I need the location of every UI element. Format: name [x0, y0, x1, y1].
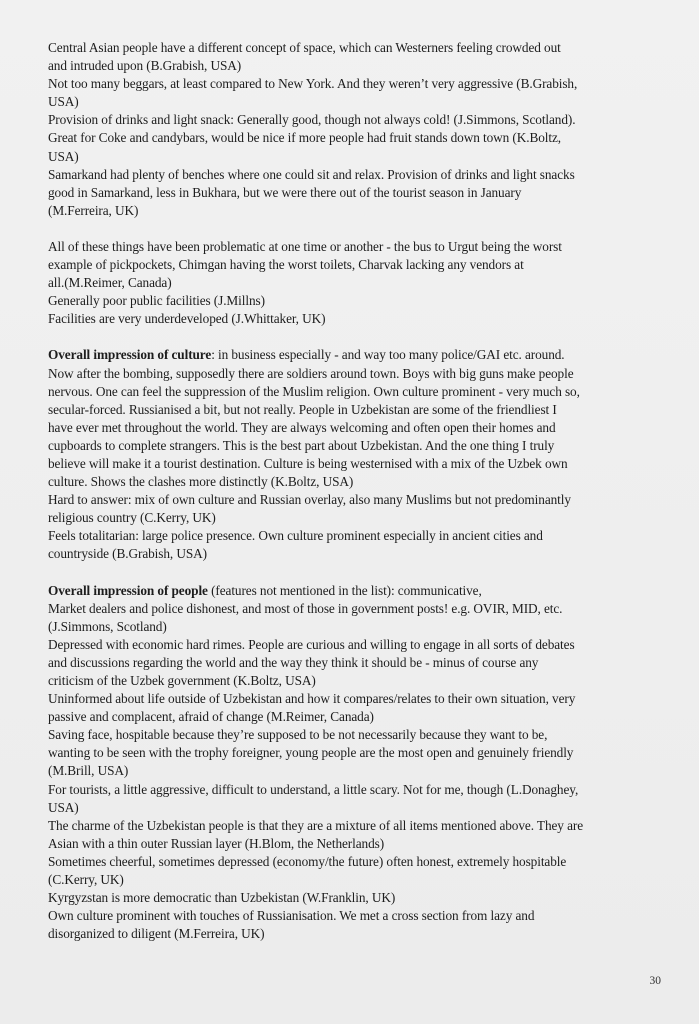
text-line: Now after the bombing, supposedly there are soldiers around town. Boys with big guns make people — [48, 365, 574, 381]
section-heading: Overall impression of people — [48, 582, 208, 598]
page-body-text — [48, 39, 666, 943]
text-line: good in Samarkand, less in Bukhara, but we were there out of the tourist season in January — [48, 184, 522, 200]
section-heading-continuation: : in business especially - and way too many police/GAI etc. around. — [211, 347, 565, 363]
text-line: Generally poor public facilities (J.Millns) — [48, 293, 265, 309]
text-line: Own culture prominent with touches of Russianisation. We met a cross section from lazy and — [48, 908, 535, 924]
text-line: and discussions regarding the world and the way they think it should be - minus of course any — [48, 654, 539, 670]
text-line: nervous. One can feel the suppression of the Muslim religion. Own culture prominent - very much so, — [48, 383, 580, 399]
page-number: 30 — [649, 975, 661, 987]
text-line: Depressed with economic hard rimes. People are curious and willing to engage in all sorts of debates — [48, 636, 575, 652]
text-line: Saving face, hospitable because they’re supposed to be not necessarily because they want to be, — [48, 727, 548, 743]
text-line: religious country (C.Kerry, UK) — [48, 510, 216, 526]
paragraph-spacer — [48, 220, 666, 238]
text-line: Uninformed about life outside of Uzbekistan and how it compares/relates to their own situation, very — [48, 691, 576, 707]
text-line: passive and complacent, afraid of change (M.Reimer, Canada) — [48, 709, 374, 725]
text-line: culture. Shows the clashes more distinctly (K.Boltz, USA) — [48, 474, 354, 490]
text-line — [48, 582, 666, 600]
text-line: Facilities are very underdeveloped (J.Whittaker, UK) — [48, 311, 326, 327]
text-line: Feels totalitarian: large police presence. Own culture prominent especially in ancient cities and — [48, 528, 543, 544]
text-line: all.(M.Reimer, Canada) — [48, 275, 172, 291]
paragraph-spacer — [48, 328, 666, 346]
text-line: Asian with a thin outer Russian layer (H.Blom, the Netherlands) — [48, 835, 385, 851]
text-line: (M.Brill, USA) — [48, 763, 129, 779]
text-line: USA) — [48, 799, 79, 815]
section-heading-continuation: (features not mentioned in the list): communicative, — [207, 582, 482, 598]
text-line: wanting to be seen with the trophy foreigner, young people are the most open and genuinely friendly — [48, 745, 574, 761]
text-line: USA) — [48, 94, 79, 110]
text-line: example of pickpockets, Chimgan having the worst toilets, Charvak lacking any vendors at — [48, 257, 524, 273]
text-line: believe will make it a tourist destination. Culture is being westernised with a mix of the Uzbek own — [48, 455, 568, 471]
text-line: cupboards to complete strangers. This is the best part about Uzbekistan. And the one thing I truly — [48, 437, 555, 453]
text-line: have ever met throughout the world. They are always welcoming and often open their homes and — [48, 419, 556, 435]
text-line: For tourists, a little aggressive, difficult to understand, a little scary. Not for me, though (L.Donaghey, — [48, 781, 579, 797]
text-line: Kyrgyzstan is more democratic than Uzbekistan (W.Franklin, UK) — [48, 890, 396, 906]
paragraph-spacer — [48, 564, 666, 582]
text-line: Not too many beggars, at least compared to New York. And they weren’t very aggressive (B.Grabish, — [48, 76, 578, 92]
text-line: The charme of the Uzbekistan people is that they are a mixture of all items mentioned above. They are — [48, 817, 583, 833]
text-line: countryside (B.Grabish, USA) — [48, 546, 207, 562]
text-line: disorganized to diligent (M.Ferreira, UK) — [48, 926, 265, 942]
text-line: (C.Kerry, UK) — [48, 872, 124, 888]
text-line: Hard to answer: mix of own culture and Russian overlay, also many Muslims but not predominantly — [48, 492, 571, 508]
text-line: Central Asian people have a different concept of space, which can Westerners feeling crowded out — [48, 40, 561, 55]
text-line: secular-forced. Russianised a bit, but not really. People in Uzbekistan are some of the friendliest I — [48, 401, 557, 417]
text-line: Sometimes cheerful, sometimes depressed (economy/the future) often honest, extremely hospitable — [48, 853, 567, 869]
text-line: Provision of drinks and light snack: Generally good, though not always cold! (J.Simmons, Scotland). — [48, 112, 576, 128]
text-line — [48, 346, 666, 364]
text-line: Samarkand had plenty of benches where one could sit and relax. Provision of drinks and light snacks — [48, 166, 575, 182]
text-line: (M.Ferreira, UK) — [48, 202, 139, 218]
text-line: criticism of the Uzbek government (K.Boltz, USA) — [48, 673, 316, 688]
text-line: USA) — [48, 148, 79, 164]
text-line: Market dealers and police dishonest, and most of those in government posts! e.g. OVIR, MID, etc. — [48, 600, 563, 616]
text-line: Great for Coke and candybars, would be nice if more people had fruit stands down town (K.Boltz, — [48, 130, 562, 146]
text-line: (J.Simmons, Scotland) — [48, 618, 167, 634]
section-heading: Overall impression of culture — [48, 347, 212, 363]
text-line: All of these things have been problematic at one time or another - the bus to Urgut being the worst — [48, 238, 562, 254]
text-line: and intruded upon (B.Grabish, USA) — [48, 58, 242, 74]
